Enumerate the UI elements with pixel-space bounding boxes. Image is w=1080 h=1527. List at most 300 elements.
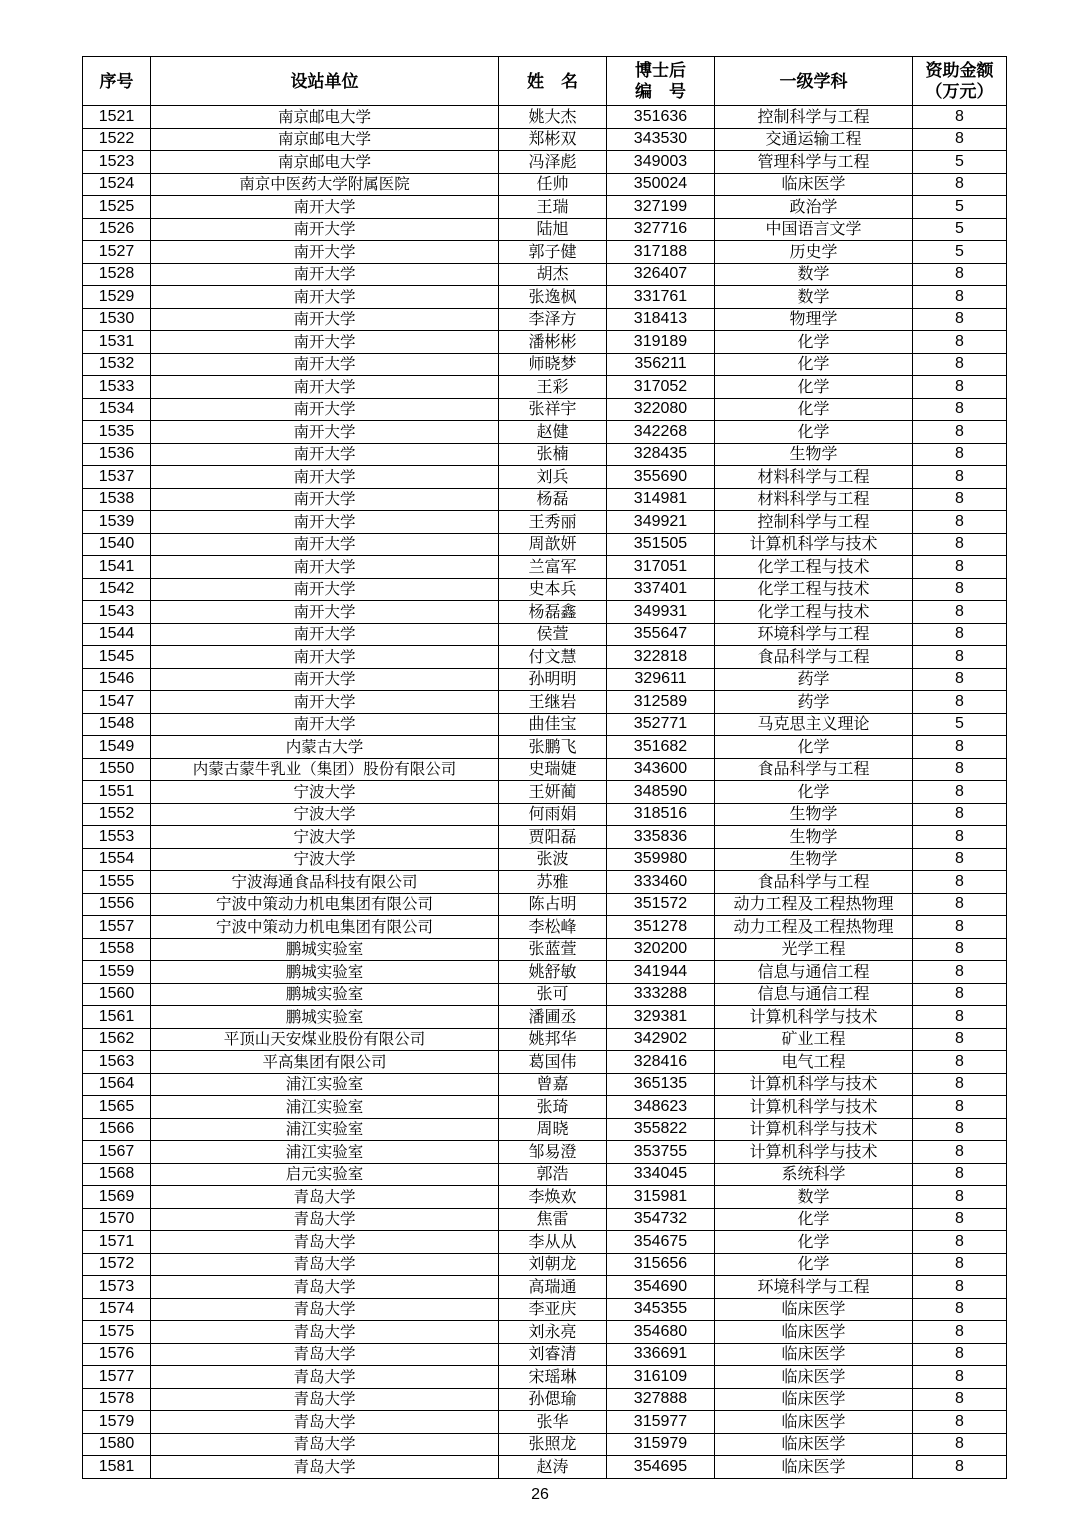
cell-discipline: 化学 xyxy=(715,736,913,759)
header-row xyxy=(83,57,1007,106)
cell-seq: 1572 xyxy=(83,1253,151,1276)
cell-discipline: 计算机科学与技术 xyxy=(715,1118,913,1141)
table-row xyxy=(83,196,1007,219)
cell-unit: 宁波中策动力机电集团有限公司 xyxy=(151,893,499,916)
cell-name: 张祥宇 xyxy=(499,398,607,421)
cell-amount: 5 xyxy=(913,196,1007,219)
table-row xyxy=(83,106,1007,129)
cell-unit: 南开大学 xyxy=(151,443,499,466)
table-row xyxy=(83,511,1007,534)
cell-unit: 宁波海通食品科技有限公司 xyxy=(151,871,499,894)
table-row xyxy=(83,938,1007,961)
cell-amount: 8 xyxy=(913,1456,1007,1479)
cell-discipline: 矿业工程 xyxy=(715,1028,913,1051)
cell-unit: 南开大学 xyxy=(151,488,499,511)
cell-discipline: 数学 xyxy=(715,1186,913,1209)
cell-unit: 南开大学 xyxy=(151,398,499,421)
cell-unit: 南开大学 xyxy=(151,668,499,691)
cell-amount: 5 xyxy=(913,241,1007,264)
cell-postdoc-id: 351505 xyxy=(607,533,715,556)
cell-name: 赵健 xyxy=(499,421,607,444)
cell-amount: 8 xyxy=(913,466,1007,489)
cell-seq: 1573 xyxy=(83,1276,151,1299)
cell-seq: 1521 xyxy=(83,106,151,129)
cell-name: 张楠 xyxy=(499,443,607,466)
cell-seq: 1531 xyxy=(83,331,151,354)
cell-postdoc-id: 354675 xyxy=(607,1231,715,1254)
cell-seq: 1535 xyxy=(83,421,151,444)
cell-name: 潘圃丞 xyxy=(499,1006,607,1029)
cell-discipline: 临床医学 xyxy=(715,1343,913,1366)
cell-postdoc-id: 354680 xyxy=(607,1321,715,1344)
cell-unit: 南开大学 xyxy=(151,713,499,736)
cell-name: 潘彬彬 xyxy=(499,331,607,354)
cell-postdoc-id: 319189 xyxy=(607,331,715,354)
cell-discipline: 历史学 xyxy=(715,241,913,264)
cell-unit: 南开大学 xyxy=(151,331,499,354)
cell-name: 王继岩 xyxy=(499,691,607,714)
table-row xyxy=(83,241,1007,264)
cell-amount: 5 xyxy=(913,151,1007,174)
cell-amount: 8 xyxy=(913,1163,1007,1186)
cell-name: 苏雅 xyxy=(499,871,607,894)
cell-discipline: 管理科学与工程 xyxy=(715,151,913,174)
page-number: 26 xyxy=(531,1486,549,1503)
cell-name: 陈占明 xyxy=(499,893,607,916)
cell-postdoc-id: 329611 xyxy=(607,668,715,691)
header-postdoc-id-line2: 编 号 xyxy=(635,82,686,101)
cell-seq: 1544 xyxy=(83,623,151,646)
table-row xyxy=(83,1456,1007,1479)
table-row xyxy=(83,421,1007,444)
cell-postdoc-id: 316109 xyxy=(607,1366,715,1389)
cell-name: 曲佳宝 xyxy=(499,713,607,736)
cell-seq: 1577 xyxy=(83,1366,151,1389)
cell-postdoc-id: 354695 xyxy=(607,1456,715,1479)
cell-seq: 1556 xyxy=(83,893,151,916)
cell-amount: 8 xyxy=(913,1433,1007,1456)
cell-amount: 8 xyxy=(913,1388,1007,1411)
cell-discipline: 物理学 xyxy=(715,308,913,331)
table-row xyxy=(83,1433,1007,1456)
cell-seq: 1538 xyxy=(83,488,151,511)
cell-name: 曾嘉 xyxy=(499,1073,607,1096)
cell-unit: 内蒙古蒙牛乳业（集团）股份有限公司 xyxy=(151,758,499,781)
cell-seq: 1537 xyxy=(83,466,151,489)
cell-discipline: 化学 xyxy=(715,421,913,444)
header-postdoc-id xyxy=(607,57,715,106)
table-row xyxy=(83,1096,1007,1119)
cell-postdoc-id: 315977 xyxy=(607,1411,715,1434)
cell-discipline: 化学 xyxy=(715,331,913,354)
cell-discipline: 化学 xyxy=(715,1253,913,1276)
cell-seq: 1543 xyxy=(83,601,151,624)
cell-amount: 8 xyxy=(913,601,1007,624)
cell-postdoc-id: 351682 xyxy=(607,736,715,759)
cell-amount: 8 xyxy=(913,1366,1007,1389)
cell-name: 史本兵 xyxy=(499,578,607,601)
cell-seq: 1545 xyxy=(83,646,151,669)
cell-seq: 1565 xyxy=(83,1096,151,1119)
cell-unit: 宁波中策动力机电集团有限公司 xyxy=(151,916,499,939)
cell-discipline: 生物学 xyxy=(715,826,913,849)
cell-name: 刘睿清 xyxy=(499,1343,607,1366)
cell-amount: 8 xyxy=(913,128,1007,151)
header-amount-line1: 资助金额 xyxy=(925,61,994,80)
cell-name: 杨磊鑫 xyxy=(499,601,607,624)
cell-discipline: 控制科学与工程 xyxy=(715,106,913,129)
cell-seq: 1571 xyxy=(83,1231,151,1254)
cell-discipline: 食品科学与工程 xyxy=(715,646,913,669)
cell-postdoc-id: 336691 xyxy=(607,1343,715,1366)
cell-seq: 1541 xyxy=(83,556,151,579)
cell-amount: 5 xyxy=(913,218,1007,241)
cell-discipline: 化学工程与技术 xyxy=(715,578,913,601)
cell-postdoc-id: 328416 xyxy=(607,1051,715,1074)
cell-name: 付文慧 xyxy=(499,646,607,669)
cell-name: 王秀丽 xyxy=(499,511,607,534)
cell-amount: 8 xyxy=(913,1141,1007,1164)
cell-postdoc-id: 322080 xyxy=(607,398,715,421)
table-row xyxy=(83,443,1007,466)
cell-amount: 8 xyxy=(913,1073,1007,1096)
cell-postdoc-id: 342268 xyxy=(607,421,715,444)
cell-postdoc-id: 328435 xyxy=(607,443,715,466)
cell-seq: 1569 xyxy=(83,1186,151,1209)
cell-name: 史瑞婕 xyxy=(499,758,607,781)
cell-seq: 1563 xyxy=(83,1051,151,1074)
cell-unit: 青岛大学 xyxy=(151,1433,499,1456)
table-row xyxy=(83,128,1007,151)
cell-unit: 南开大学 xyxy=(151,376,499,399)
cell-name: 孙明明 xyxy=(499,668,607,691)
cell-unit: 青岛大学 xyxy=(151,1321,499,1344)
cell-amount: 8 xyxy=(913,736,1007,759)
table-row xyxy=(83,1343,1007,1366)
cell-name: 冯泽彪 xyxy=(499,151,607,174)
table-row xyxy=(83,1208,1007,1231)
cell-unit: 南京中医药大学附属医院 xyxy=(151,173,499,196)
cell-unit: 南京邮电大学 xyxy=(151,128,499,151)
table-row xyxy=(83,263,1007,286)
cell-seq: 1562 xyxy=(83,1028,151,1051)
table-row xyxy=(83,308,1007,331)
cell-amount: 8 xyxy=(913,1253,1007,1276)
table-row xyxy=(83,781,1007,804)
cell-name: 孙偲瑜 xyxy=(499,1388,607,1411)
cell-discipline: 光学工程 xyxy=(715,938,913,961)
cell-unit: 青岛大学 xyxy=(151,1298,499,1321)
cell-unit: 青岛大学 xyxy=(151,1186,499,1209)
table-row xyxy=(83,1006,1007,1029)
cell-amount: 8 xyxy=(913,353,1007,376)
cell-postdoc-id: 351636 xyxy=(607,106,715,129)
cell-unit: 青岛大学 xyxy=(151,1388,499,1411)
table-row xyxy=(83,1141,1007,1164)
cell-seq: 1526 xyxy=(83,218,151,241)
cell-amount: 8 xyxy=(913,1006,1007,1029)
cell-name: 郭浩 xyxy=(499,1163,607,1186)
cell-discipline: 信息与通信工程 xyxy=(715,961,913,984)
header-unit: 设站单位 xyxy=(151,57,499,106)
table-row xyxy=(83,286,1007,309)
table-row xyxy=(83,466,1007,489)
cell-amount: 8 xyxy=(913,1096,1007,1119)
cell-name: 姚舒敏 xyxy=(499,961,607,984)
cell-seq: 1575 xyxy=(83,1321,151,1344)
cell-unit: 浦江实验室 xyxy=(151,1073,499,1096)
cell-unit: 青岛大学 xyxy=(151,1231,499,1254)
cell-postdoc-id: 351278 xyxy=(607,916,715,939)
cell-name: 张琦 xyxy=(499,1096,607,1119)
cell-seq: 1547 xyxy=(83,691,151,714)
table-row xyxy=(83,1118,1007,1141)
cell-seq: 1533 xyxy=(83,376,151,399)
cell-discipline: 药学 xyxy=(715,691,913,714)
table-row xyxy=(83,1366,1007,1389)
cell-name: 王瑞 xyxy=(499,196,607,219)
cell-name: 师晓梦 xyxy=(499,353,607,376)
cell-postdoc-id: 343530 xyxy=(607,128,715,151)
cell-unit: 平顶山天安煤业股份有限公司 xyxy=(151,1028,499,1051)
cell-amount: 8 xyxy=(913,1231,1007,1254)
cell-discipline: 计算机科学与技术 xyxy=(715,1141,913,1164)
table-row xyxy=(83,218,1007,241)
table-row xyxy=(83,1231,1007,1254)
cell-name: 李焕欢 xyxy=(499,1186,607,1209)
funding-table xyxy=(82,56,1007,1479)
cell-postdoc-id: 355822 xyxy=(607,1118,715,1141)
cell-amount: 8 xyxy=(913,578,1007,601)
table-row xyxy=(83,916,1007,939)
cell-name: 高瑞通 xyxy=(499,1276,607,1299)
cell-discipline: 动力工程及工程热物理 xyxy=(715,916,913,939)
cell-name: 李泽方 xyxy=(499,308,607,331)
cell-seq: 1529 xyxy=(83,286,151,309)
cell-postdoc-id: 322818 xyxy=(607,646,715,669)
cell-postdoc-id: 356211 xyxy=(607,353,715,376)
cell-seq: 1554 xyxy=(83,848,151,871)
cell-seq: 1528 xyxy=(83,263,151,286)
cell-name: 任帅 xyxy=(499,173,607,196)
cell-name: 李亚庆 xyxy=(499,1298,607,1321)
cell-unit: 南开大学 xyxy=(151,646,499,669)
cell-discipline: 临床医学 xyxy=(715,173,913,196)
cell-discipline: 食品科学与工程 xyxy=(715,758,913,781)
cell-name: 邹易澄 xyxy=(499,1141,607,1164)
table-row xyxy=(83,353,1007,376)
cell-unit: 宁波大学 xyxy=(151,848,499,871)
table-row xyxy=(83,1163,1007,1186)
table-row xyxy=(83,488,1007,511)
cell-postdoc-id: 327199 xyxy=(607,196,715,219)
cell-discipline: 数学 xyxy=(715,286,913,309)
cell-amount: 8 xyxy=(913,938,1007,961)
cell-postdoc-id: 354732 xyxy=(607,1208,715,1231)
cell-postdoc-id: 335836 xyxy=(607,826,715,849)
header-amount xyxy=(913,57,1007,106)
cell-seq: 1559 xyxy=(83,961,151,984)
table-row xyxy=(83,151,1007,174)
cell-seq: 1524 xyxy=(83,173,151,196)
table-row xyxy=(83,668,1007,691)
cell-amount: 8 xyxy=(913,376,1007,399)
cell-seq: 1576 xyxy=(83,1343,151,1366)
cell-discipline: 化学 xyxy=(715,781,913,804)
cell-unit: 平高集团有限公司 xyxy=(151,1051,499,1074)
cell-discipline: 临床医学 xyxy=(715,1456,913,1479)
cell-amount: 8 xyxy=(913,511,1007,534)
cell-postdoc-id: 337401 xyxy=(607,578,715,601)
cell-discipline: 化学工程与技术 xyxy=(715,601,913,624)
cell-unit: 南开大学 xyxy=(151,308,499,331)
cell-name: 刘永亮 xyxy=(499,1321,607,1344)
cell-postdoc-id: 317188 xyxy=(607,241,715,264)
cell-unit: 启元实验室 xyxy=(151,1163,499,1186)
table-row xyxy=(83,173,1007,196)
cell-postdoc-id: 320200 xyxy=(607,938,715,961)
table-row xyxy=(83,691,1007,714)
table-row xyxy=(83,1411,1007,1434)
cell-name: 侯萱 xyxy=(499,623,607,646)
cell-postdoc-id: 326407 xyxy=(607,263,715,286)
table-header xyxy=(83,57,1007,106)
cell-unit: 南开大学 xyxy=(151,533,499,556)
cell-seq: 1566 xyxy=(83,1118,151,1141)
cell-postdoc-id: 349931 xyxy=(607,601,715,624)
cell-amount: 8 xyxy=(913,488,1007,511)
cell-seq: 1527 xyxy=(83,241,151,264)
cell-discipline: 药学 xyxy=(715,668,913,691)
table-row xyxy=(83,556,1007,579)
cell-amount: 8 xyxy=(913,443,1007,466)
cell-name: 刘兵 xyxy=(499,466,607,489)
cell-discipline: 中国语言文学 xyxy=(715,218,913,241)
cell-discipline: 信息与通信工程 xyxy=(715,983,913,1006)
cell-seq: 1536 xyxy=(83,443,151,466)
cell-postdoc-id: 318516 xyxy=(607,803,715,826)
cell-amount: 8 xyxy=(913,826,1007,849)
cell-name: 王妍蔺 xyxy=(499,781,607,804)
cell-seq: 1553 xyxy=(83,826,151,849)
cell-name: 张蓝萱 xyxy=(499,938,607,961)
cell-unit: 南开大学 xyxy=(151,353,499,376)
cell-discipline: 交通运输工程 xyxy=(715,128,913,151)
table-row xyxy=(83,578,1007,601)
table-row xyxy=(83,736,1007,759)
cell-seq: 1532 xyxy=(83,353,151,376)
table-row xyxy=(83,848,1007,871)
cell-postdoc-id: 317051 xyxy=(607,556,715,579)
cell-unit: 南京邮电大学 xyxy=(151,151,499,174)
cell-postdoc-id: 317052 xyxy=(607,376,715,399)
cell-unit: 南开大学 xyxy=(151,511,499,534)
cell-unit: 南京邮电大学 xyxy=(151,106,499,129)
table-body xyxy=(83,106,1007,1479)
cell-unit: 浦江实验室 xyxy=(151,1096,499,1119)
table-row xyxy=(83,758,1007,781)
cell-amount: 8 xyxy=(913,1028,1007,1051)
cell-seq: 1548 xyxy=(83,713,151,736)
cell-amount: 8 xyxy=(913,691,1007,714)
cell-name: 郭子健 xyxy=(499,241,607,264)
cell-unit: 鹏城实验室 xyxy=(151,983,499,1006)
table-row xyxy=(83,1253,1007,1276)
cell-name: 葛国伟 xyxy=(499,1051,607,1074)
cell-postdoc-id: 327716 xyxy=(607,218,715,241)
cell-seq: 1568 xyxy=(83,1163,151,1186)
cell-amount: 8 xyxy=(913,916,1007,939)
cell-seq: 1539 xyxy=(83,511,151,534)
cell-unit: 浦江实验室 xyxy=(151,1141,499,1164)
cell-amount: 8 xyxy=(913,848,1007,871)
cell-discipline: 数学 xyxy=(715,263,913,286)
cell-name: 何雨娟 xyxy=(499,803,607,826)
cell-unit: 内蒙古大学 xyxy=(151,736,499,759)
cell-postdoc-id: 315656 xyxy=(607,1253,715,1276)
cell-postdoc-id: 315981 xyxy=(607,1186,715,1209)
cell-amount: 8 xyxy=(913,556,1007,579)
cell-discipline: 生物学 xyxy=(715,443,913,466)
cell-name: 焦雷 xyxy=(499,1208,607,1231)
table-row xyxy=(83,601,1007,624)
header-amount-line2: （万元） xyxy=(925,82,994,101)
cell-discipline: 化学 xyxy=(715,1208,913,1231)
cell-seq: 1557 xyxy=(83,916,151,939)
header-name: 姓 名 xyxy=(499,57,607,106)
cell-seq: 1522 xyxy=(83,128,151,151)
cell-seq: 1567 xyxy=(83,1141,151,1164)
table-row xyxy=(83,331,1007,354)
cell-seq: 1525 xyxy=(83,196,151,219)
cell-amount: 8 xyxy=(913,1321,1007,1344)
cell-unit: 南开大学 xyxy=(151,556,499,579)
cell-seq: 1555 xyxy=(83,871,151,894)
cell-name: 宋瑶琳 xyxy=(499,1366,607,1389)
cell-postdoc-id: 343600 xyxy=(607,758,715,781)
cell-name: 杨磊 xyxy=(499,488,607,511)
cell-name: 李从从 xyxy=(499,1231,607,1254)
cell-discipline: 计算机科学与技术 xyxy=(715,533,913,556)
cell-amount: 8 xyxy=(913,781,1007,804)
cell-name: 张可 xyxy=(499,983,607,1006)
table-row xyxy=(83,646,1007,669)
cell-discipline: 电气工程 xyxy=(715,1051,913,1074)
cell-amount: 8 xyxy=(913,173,1007,196)
cell-name: 周晓 xyxy=(499,1118,607,1141)
cell-discipline: 化学 xyxy=(715,353,913,376)
cell-seq: 1530 xyxy=(83,308,151,331)
cell-discipline: 化学 xyxy=(715,1231,913,1254)
cell-seq: 1552 xyxy=(83,803,151,826)
cell-unit: 鹏城实验室 xyxy=(151,938,499,961)
cell-amount: 8 xyxy=(913,803,1007,826)
cell-unit: 鹏城实验室 xyxy=(151,1006,499,1029)
table-row xyxy=(83,713,1007,736)
header-postdoc-id-line1: 博士后 xyxy=(635,61,686,80)
cell-name: 王彩 xyxy=(499,376,607,399)
cell-postdoc-id: 327888 xyxy=(607,1388,715,1411)
cell-discipline: 计算机科学与技术 xyxy=(715,1006,913,1029)
cell-amount: 8 xyxy=(913,1208,1007,1231)
cell-seq: 1560 xyxy=(83,983,151,1006)
cell-amount: 8 xyxy=(913,286,1007,309)
table-row xyxy=(83,893,1007,916)
cell-unit: 青岛大学 xyxy=(151,1276,499,1299)
cell-postdoc-id: 349921 xyxy=(607,511,715,534)
cell-amount: 8 xyxy=(913,421,1007,444)
cell-name: 周歆妍 xyxy=(499,533,607,556)
